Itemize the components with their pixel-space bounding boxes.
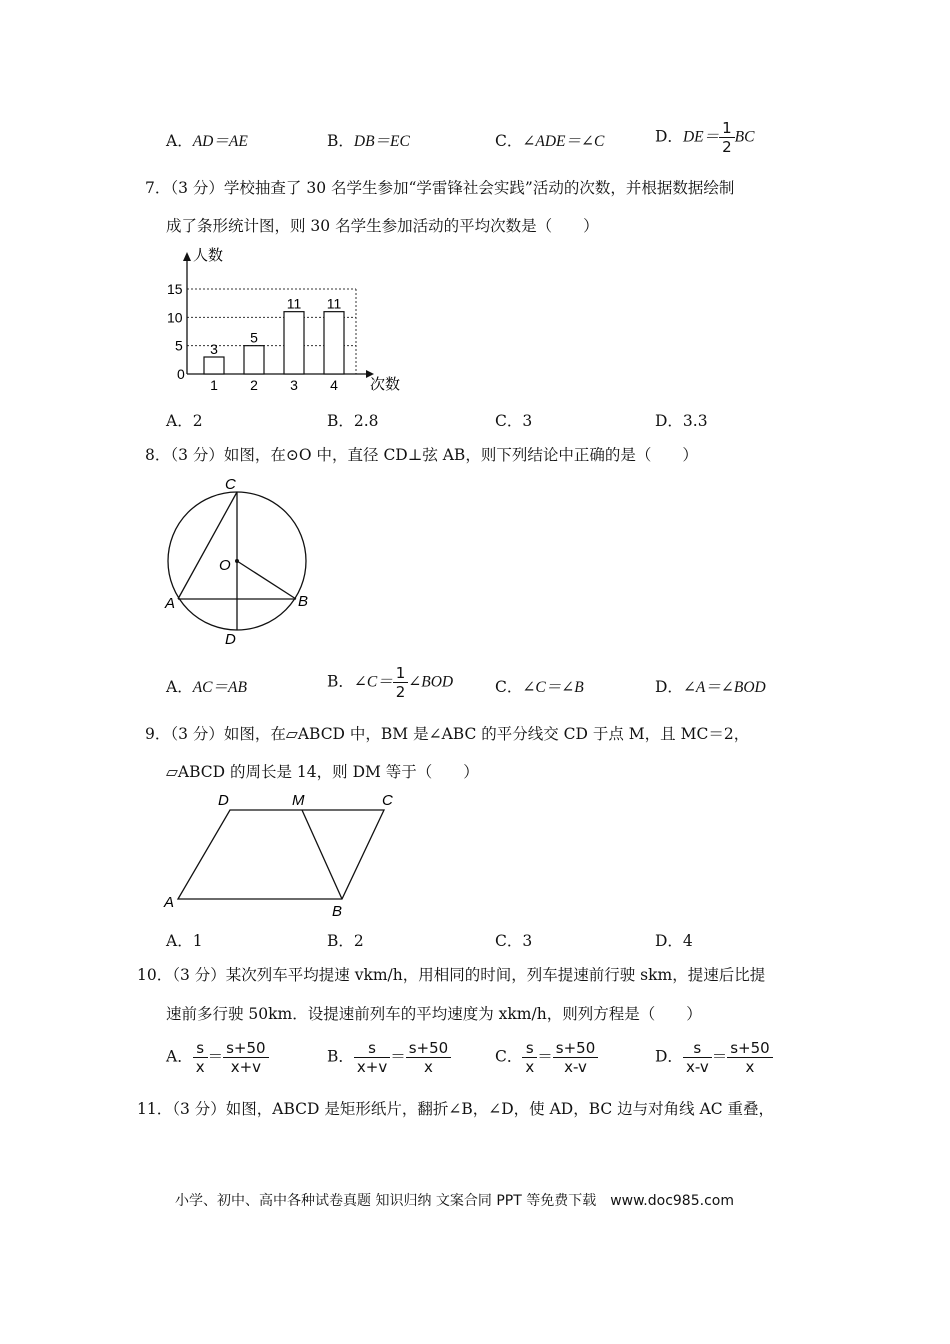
q7-option-c: C．3: [495, 412, 533, 430]
q7-question-line2: 成了条形统计图，则 30 名学生参加活动的平均次数是（ ）: [166, 217, 599, 235]
q6-option-d: D．DE＝ $\frac{1}{2}$ BC: [655, 119, 755, 156]
segment-ob: [237, 561, 296, 599]
segment-ac: [178, 492, 237, 599]
q6-option-c: C．∠ADE＝∠C: [495, 132, 605, 150]
x-tick-label: 2: [250, 377, 258, 393]
q10-option-c: C． $\frac{s}{x}$ ＝ $\frac{s+50}{x-v}$: [495, 1039, 598, 1076]
label-a: A: [164, 894, 175, 911]
bar-chart: [160, 240, 420, 400]
q10-option-b: B． $\frac{s}{x+v}$ ＝ $\frac{s+50}{x}$: [327, 1039, 451, 1076]
page-footer: 小学、初中、高中各种试卷真题 知识归纳 文案合同 PPT 等免费下载 www.doc985.com: [175, 1193, 734, 1209]
y-axis-label: 人数: [193, 247, 224, 264]
circle-figure: [160, 470, 320, 650]
label-b: B: [332, 903, 343, 920]
bar-data-label: 5: [250, 329, 258, 346]
bar: [204, 357, 224, 374]
q6-option-a: A．AD＝AE: [166, 132, 248, 150]
bar: [244, 346, 264, 374]
q9-option-c: C．3: [495, 932, 533, 950]
q8-option-a: A．AC＝AB: [166, 678, 247, 696]
label-c: C: [225, 476, 236, 493]
label-m: M: [292, 792, 305, 809]
x-axis-label: 次数: [370, 376, 401, 393]
label-b: B: [298, 593, 309, 610]
q10-option-a: A． $\frac{s}{x}$ ＝ $\frac{s+50}{x+v}$: [166, 1039, 269, 1076]
q8-option-b: B．∠C＝ $\frac{1}{2}$ ∠BOD: [327, 664, 454, 701]
q9-option-b: B．2: [327, 932, 364, 950]
label-d: D: [225, 631, 236, 648]
label-d: D: [218, 792, 229, 809]
q8-option-c: C．∠C＝∠B: [495, 678, 584, 696]
q7-option-b: B．2.8: [327, 412, 379, 430]
q8-question: 8．（3 分）如图，在⊙O 中，直径 CD⊥弦 AB，则下列结论中正确的是（ ）: [145, 446, 698, 464]
parallelogram-figure: [160, 788, 410, 923]
y-tick-label: 10: [167, 309, 183, 326]
bar-data-label: 3: [210, 341, 218, 357]
label-a: A: [165, 595, 176, 612]
q9-question-line2: ▱ABCD 的周长是 14，则 DM 等于（ ）: [166, 763, 479, 781]
y-tick-label: 15: [167, 281, 183, 297]
q9-option-d: D．4: [655, 932, 693, 950]
x-tick-label: 1: [210, 377, 218, 393]
bar-data-label: 11: [286, 295, 302, 312]
label-c: C: [382, 792, 393, 809]
y-tick-label: 5: [175, 337, 183, 354]
q9-question-line1: 9．（3 分）如图，在▱ABCD 中，BM 是∠ABC 的平分线交 CD 于点 M，且 MC＝2，: [145, 725, 750, 743]
bar-data-label: 11: [326, 295, 342, 312]
y-axis-arrow: [183, 252, 191, 261]
q10-option-d: D． $\frac{s}{x-v}$ ＝ $\frac{s+50}{x}$: [655, 1039, 773, 1076]
label-o: O: [219, 557, 231, 574]
q7-option-d: D．3.3: [655, 412, 708, 430]
x-tick-label: 3: [290, 377, 298, 393]
q6-option-b: B．DB＝EC: [327, 132, 410, 150]
q8-option-d: D．∠A＝∠BOD: [655, 678, 766, 696]
q7-question-line1: 7．（3 分）学校抽查了 30 名学生参加“学雷锋社会实践”活动的次数，并根据数据绘制: [145, 179, 735, 197]
q7-option-a: A．2: [166, 412, 203, 430]
x-tick-label: 4: [330, 377, 338, 393]
q9-option-a: A．1: [166, 932, 203, 950]
q10-question-line1: 10．（3 分）某次列车平均提速 vkm/h，用相同的时间，列车提速前行驶 skm，提速后比提: [137, 966, 766, 984]
q10-question-line2: 速前多行驶 50km．设提速前列车的平均速度为 xkm/h，则列方程是（ ）: [166, 1005, 702, 1023]
parallelogram-abcd: [178, 810, 384, 899]
center-dot: [235, 559, 239, 563]
q11-question-line1: 11．（3 分）如图，ABCD 是矩形纸片，翻折∠B，∠D，使 AD，BC 边与对角线 AC 重叠，: [137, 1100, 775, 1118]
y-tick-label: 0: [177, 366, 185, 382]
segment-bm: [302, 810, 342, 899]
bar: [284, 312, 304, 374]
bar: [324, 312, 344, 374]
